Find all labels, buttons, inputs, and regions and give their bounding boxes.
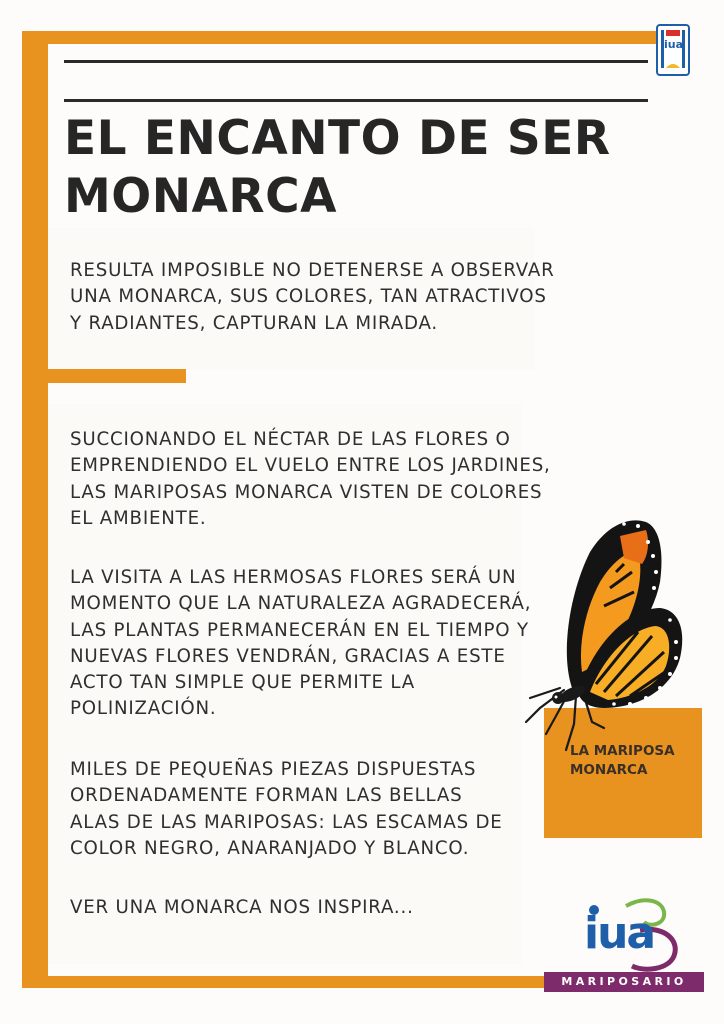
title-rule-top	[64, 60, 648, 63]
title-rule-bottom	[64, 99, 648, 102]
iua-logo-top-text: iua	[664, 38, 684, 51]
intro-paragraph: RESULTA IMPOSIBLE NO DETENERSE A OBSERVAR UNA MONARCA, SUS COLORES, TAN ATRACTIVOS Y RADIANTES, CAPTURAN LA MIRADA.	[70, 260, 555, 334]
frame-left-bar	[22, 31, 48, 988]
body-paragraph-2: LA VISITA A LAS HERMOSAS FLORES SERÁ UN MOMENTO QUE LA NATURALEZA AGRADECERÁ, LAS PLANTAS PERMANECERÁN EN EL TIEMPO Y NUEVAS FLORES VENDRÁN, GRACIAS A ESTE ACTO TAN SIMPLE QUE PERMITE LA POLINIZACIÓN.	[70, 567, 532, 720]
logo-mark-text: iua	[584, 908, 655, 959]
caption-text: LA MARIPOSA MONARCA	[570, 743, 675, 778]
frame-top-bar	[22, 31, 666, 44]
body-paragraph-3: MILES DE PEQUEÑAS PIEZAS DISPUESTAS ORDENADAMENTE FORMAN LAS BELLAS ALAS DE LAS MARIPOSAS: LAS ESCAMAS DE COLOR NEGRO, ANARANJADO Y BLANCO.	[70, 759, 503, 859]
body-paragraph-4: VER UNA MONARCA NOS INSPIRA...	[70, 897, 414, 918]
iua-mariposario-logo-icon	[544, 896, 704, 996]
frame-bottom-bar	[22, 976, 590, 988]
monarch-butterfly-illustration	[520, 512, 690, 752]
body-paragraph-1: SUCCIONANDO EL NÉCTAR DE LAS FLORES O EMPRENDIENDO EL VUELO ENTRE LOS JARDINES, LAS MARIPOSAS MONARCA VISTEN DE COLORES EL AMBIENTE.	[70, 429, 551, 529]
frame-divider-bar	[22, 369, 186, 383]
page-title: EL ENCANTO DE SER MONARCA	[64, 111, 611, 224]
logo-wordmark: MARIPOSARIO	[544, 972, 704, 992]
